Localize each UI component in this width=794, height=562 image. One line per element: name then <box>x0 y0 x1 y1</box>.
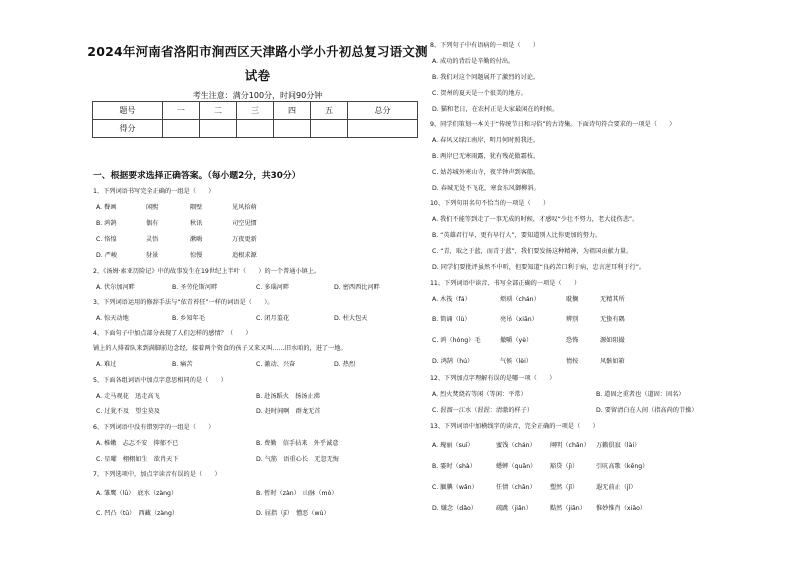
question-6: 6、下列词语中没有错别字的一组是（ ） <box>93 424 215 431</box>
option: 蜜饯（chán） <box>496 442 536 449</box>
option: 豁贷（jì） <box>550 463 579 470</box>
option: 疏跳（jiǎn） <box>496 505 532 512</box>
exam-notice: 考生注意：满分100分，时间90分钟 <box>192 91 323 100</box>
option: 塑然（jǐ） <box>550 484 579 491</box>
option: A. 春风又绿江南岸，明月何时照我还。 <box>432 137 540 144</box>
question-10: 10、下列句用名句不恰当的一项是（ ） <box>430 200 550 207</box>
option: C. 星曜 栩栩如生 欲肖天下 <box>96 456 179 463</box>
option: A. 惊天动地 <box>96 315 129 322</box>
option: C. 多瑙河畔 <box>256 284 290 291</box>
option: 无蛰有隅 <box>600 316 625 323</box>
option: C. 闭月羞花 <box>256 315 290 322</box>
score-header: 一 <box>162 102 199 120</box>
option: 隅壁 <box>190 204 203 211</box>
option: C. 腼腆（wǎn） <box>432 484 478 491</box>
option: 惟妙惟肖（xiāo） <box>596 505 647 512</box>
option: A. 成功的背后是辛勤的付出。 <box>432 58 515 65</box>
option: 追根求源 <box>232 252 257 259</box>
option: B. 圣劳伦斯河畔 <box>172 284 218 291</box>
score-cell[interactable] <box>273 120 310 138</box>
option: A. 木筏（fá） <box>432 296 471 303</box>
option: D. 春城无处不飞花，寒食东风御柳斜。 <box>432 185 540 192</box>
option: D. 要留清白在人间（指高尚的节操） <box>596 407 698 414</box>
option: 无精其所 <box>600 296 625 303</box>
option: 遐无前止（jǐ） <box>596 484 637 491</box>
option: 惰按 <box>566 358 579 365</box>
option: 漱嗨 <box>190 236 203 243</box>
option: A. 餐画 <box>96 204 117 211</box>
question-8: 8、下列句子中有语病的一项是（ ） <box>430 42 540 49</box>
option: B. 简诵（lù） <box>432 316 471 323</box>
option: B. 两岸已无寒雨露，犹有残花傲霜枝。 <box>432 153 540 160</box>
option: 闲熙 <box>146 204 159 211</box>
option: D. 同学们要批评虽然不中听，但要知道“良药苦口利于病，忠言逆耳利于行”。 <box>432 264 646 271</box>
option: 豺景 <box>146 252 159 259</box>
score-cell[interactable] <box>348 120 418 138</box>
option: A. 难过 <box>96 361 117 368</box>
score-header: 五 <box>310 102 347 120</box>
option: B. 暂时（zàn） 山脉（mò） <box>256 490 338 497</box>
option: C. 姑苏城外寒山寺，夜半钟声到客船。 <box>432 169 540 176</box>
title-line-1: 2024年河南省洛阳市涧西区天津路小学小升初总复习语文测 <box>87 44 428 59</box>
score-cell[interactable] <box>199 120 236 138</box>
option: D. 密西西比河畔 <box>334 284 380 291</box>
question-7: 7、下列选项中，加点字读音有误的是（ ） <box>93 471 221 478</box>
option: C. 鸿（hóng）毛 <box>432 337 481 344</box>
option: 任情（chān） <box>496 484 536 491</box>
option: B. 道固之重者也（道固：固名） <box>596 391 685 398</box>
option: C. “青，取之于蓝，而青于蓝”，我们要发扬这种精神，为祖国贡献力量。 <box>432 248 633 255</box>
option: 偶有 <box>146 220 159 227</box>
question-2: 2、《汤姆·索亚历险记》中的故事发生在19世纪上半叶（ ）的一个普通小镇上。 <box>93 268 321 275</box>
option: C. 贺州的夏天是一个很美的地方。 <box>432 90 527 97</box>
option: B. 赴汤蹈火 扬汤止沸 <box>256 393 320 400</box>
option: D. 热烈 <box>334 361 356 368</box>
option: 引吭高歌（kēng） <box>596 463 649 470</box>
option: 万籁俱寂（lài） <box>596 442 641 449</box>
score-header-row <box>93 102 418 120</box>
option: C. 过犹不及 望尘莫及 <box>96 408 160 415</box>
option: 风骸如箱 <box>600 358 625 365</box>
score-cell[interactable] <box>162 120 199 138</box>
option: B. 痛苦 <box>172 361 193 368</box>
question-13: 13、下列词语中加横线字的读音，完全正确的一项是（ ） <box>430 423 599 430</box>
score-cell[interactable] <box>236 120 273 138</box>
question-12: 12、下列加点字理解有误的是哪一项（ ） <box>430 375 556 382</box>
option: B. 费勤 信手拈来 外乎诚意 <box>256 440 339 447</box>
option: 撤嚼（yè） <box>500 337 533 344</box>
option: 辨别 <box>566 316 579 323</box>
option: C. 凹凸（tū） 西藏（zàng） <box>96 510 179 517</box>
question-3: 3、下列词语运用的修辞手法与“依青苔狂”一样的词语是（ ）。 <box>93 299 274 306</box>
option: D. 屈指（jī） 憎恶（wù） <box>256 510 330 517</box>
option: 惊慢 <box>190 252 203 259</box>
option: D. 赶时间啊 群龙无首 <box>256 408 321 415</box>
score-header: 三 <box>236 102 273 120</box>
question-1: 1、下列词语书写完全正确的一组是（ ） <box>93 188 215 195</box>
option: D. 严峻 <box>96 252 118 259</box>
option: 气候（lèi） <box>500 358 532 365</box>
score-header: 题号 <box>93 102 163 120</box>
title-line-2: 试卷 <box>244 68 271 83</box>
option: D. 柱大包天 <box>334 315 368 322</box>
question-5: 5、下面各组词语中加点字意思相同的是（ ） <box>93 377 227 384</box>
option: 源如阻撮 <box>600 337 625 344</box>
option: C. 渥溜一江水（渥渥：清澈的样子） <box>432 407 534 414</box>
option: C. 恪惶 <box>96 236 117 243</box>
exam-title <box>85 40 430 88</box>
option: 阐明（chǎn） <box>550 442 590 449</box>
option: A. 椎嫩 忐忑不安 抑郁不已 <box>96 440 179 447</box>
option: 耽搁 <box>566 296 579 303</box>
section-heading: 一、根据要求选择正确答案。（每小题2分，共30分） <box>93 171 301 181</box>
option: A. 我们不能等到走了一事无成的时候，才感叹“少壮不努力，老大徒伤悲”。 <box>432 216 639 223</box>
score-cell[interactable] <box>310 120 347 138</box>
option: D. 鸿鹄（hú） <box>432 358 474 365</box>
option: 见风拾萌 <box>232 204 257 211</box>
score-row-label: 得分 <box>93 120 163 138</box>
option: A. 伏尔加河畔 <box>96 284 135 291</box>
score-header: 总分 <box>348 102 418 120</box>
option: B. 我们对这个问题展开了激烈的讨论。 <box>432 74 540 81</box>
score-table <box>92 101 418 138</box>
option: A. 瑰丽（suī） <box>432 442 474 449</box>
score-value-row <box>93 120 418 138</box>
option: 司空见惯 <box>232 220 257 227</box>
option: D. 嫌念（dǎo） <box>432 505 477 512</box>
option: A. 走马观花 迅走高飞 <box>96 393 160 400</box>
option: 万夜更新 <box>232 236 257 243</box>
score-header: 四 <box>273 102 310 120</box>
option: A. 烈火焚烧若等闲（等闲：平常） <box>432 391 527 398</box>
option: C. 激动、兴奋 <box>256 361 296 368</box>
option: D. 气筋 语重心长 无忽无悔 <box>256 456 339 463</box>
option: 亮吊（xiān） <box>500 316 538 323</box>
score-header: 二 <box>199 102 236 120</box>
option: B. “英雄君行早，更有早行人”，要知道别人比你更加的努力。 <box>432 232 602 239</box>
option: 秋讯 <box>190 220 203 227</box>
option: 恐怖 <box>566 337 579 344</box>
option: 烦琐（chán） <box>500 296 540 303</box>
option: D. 猫和老日，在农村正是大家最闲在的时候。 <box>432 106 559 113</box>
option: 黠然（jiān） <box>550 505 586 512</box>
option: B. 鸿鹄 <box>96 220 117 227</box>
question-9: 9、同学们策划一本关于“传统节日和习俗”的古诗集。下面诗句符合要求的一项是（ ） <box>430 121 676 128</box>
question-4: 4、下面句子中加点部分表现了人们怎样的感情？（ ） <box>93 330 252 337</box>
option: B. 乡知年毛 <box>172 315 205 322</box>
option: 蟋蟀（quān） <box>496 463 537 470</box>
option: A. 雏鹰（lǘ） 底水（zàng） <box>96 490 178 497</box>
question-11: 11、下列词语中读音、书写全部正确的一项是（ ） <box>430 280 581 287</box>
question-4-text: 铺上的人排着队来到满脚前边念经，接着两个资食的孩子又来又叫……旧水咱的，进了一地。 <box>93 345 347 352</box>
option: B. 霎时（shà） <box>432 463 476 470</box>
option: 灵悟 <box>146 236 159 243</box>
